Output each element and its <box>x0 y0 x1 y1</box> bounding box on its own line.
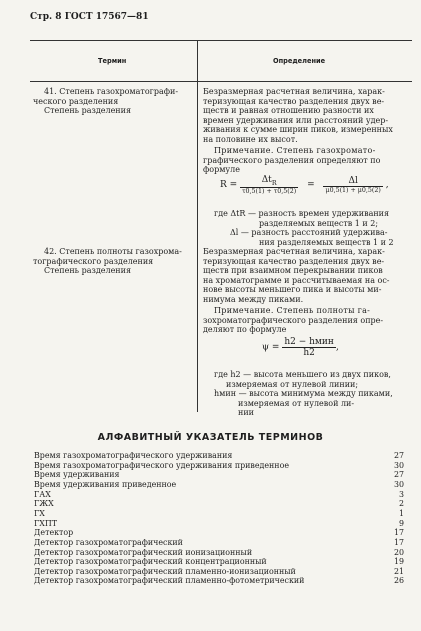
index-page: 1 <box>398 508 404 518</box>
index-page: 26 <box>393 576 404 586</box>
def-41-line-3: ществ и равная отношению разности их <box>203 106 374 115</box>
where-41-line-1: где ΔtR — разность времен удерживания <box>214 209 390 218</box>
column-header-definition: Определение <box>273 57 326 65</box>
formula-41-num1: Δt <box>261 175 272 185</box>
formula-41-eq: = <box>307 179 315 190</box>
index-page: 17 <box>393 528 404 538</box>
formula-42-tail: , <box>335 342 339 353</box>
def-41-line-2: теризующая качество разделения двух ве- <box>203 96 385 106</box>
index-term: Время удерживания приведенное <box>34 479 177 489</box>
index-row <box>34 576 404 586</box>
index-page: 9 <box>398 518 404 528</box>
index-row <box>34 461 404 471</box>
def-41-line-4: времен удерживания или расстояний удер- <box>203 115 389 125</box>
index-term: Время газохроматографического удерживания <box>34 451 233 460</box>
index-term: Детектор газохроматографический <box>34 537 183 547</box>
def-42-line-3: ществ при взаимном перекрывании пиков <box>203 266 383 275</box>
formula-42-fraction <box>282 337 336 358</box>
def-41-line-6: на половине их высот. <box>203 134 298 144</box>
term-42-line-2: тографического разделения <box>33 256 154 266</box>
term-41-line-2: ческого разделения <box>33 96 119 106</box>
def-41-line-1: Безразмерная расчетная величина, харак- <box>203 87 385 96</box>
index-row <box>34 490 404 500</box>
index-row <box>34 451 404 461</box>
index-page: 21 <box>393 566 404 576</box>
formula-41-fraction-2 <box>323 176 382 194</box>
note-42-line-1: Примечание. Степень полноты га- <box>214 306 371 315</box>
formula-41-num2: Δl <box>323 176 382 187</box>
table-column-divider <box>197 40 198 412</box>
def-41-line-5: живания к сумме ширин пиков, измеренных <box>203 125 393 134</box>
note-41-line-2: графического разделения определяют по <box>203 155 381 165</box>
term-42-line-1: 42. Степень полноты газохрома- <box>44 247 182 256</box>
index-page: 30 <box>393 479 404 489</box>
index-row <box>34 567 404 577</box>
index-term: ГХ <box>34 508 45 518</box>
index-row <box>34 538 404 548</box>
index-term: Детектор газохроматографический пламенно-ионизационный <box>34 566 296 576</box>
index-term: Детектор газохроматографический ионизационный <box>34 547 253 557</box>
def-42-line-1: Безразмерная расчетная величина, харак- <box>203 247 385 256</box>
where-42-line-3: hмин — высота минимума между пиками, <box>214 389 393 398</box>
formula-41-den1: τ0,5(1) + τ0,5(2) <box>242 187 297 195</box>
formula-41-fraction-1 <box>240 175 298 195</box>
index-term: Детектор <box>34 528 74 538</box>
note-42-line-3: деляют по формуле <box>203 325 287 334</box>
formula-42-den: h2 <box>303 348 315 358</box>
term-42-line-3: Степень разделения <box>44 266 132 275</box>
where-42-line-1: где h2 — высота меньшего из двух пиков, <box>214 370 391 379</box>
index-page: 17 <box>393 537 404 547</box>
where-41-line-2: разделяемых веществ 1 и 2; <box>259 218 379 228</box>
index-page: 20 <box>393 547 404 557</box>
index-row <box>34 548 404 558</box>
index-row <box>34 557 404 567</box>
index-row <box>34 519 404 529</box>
formula-41 <box>220 175 389 195</box>
index-row <box>34 480 404 490</box>
index-page: 27 <box>393 470 404 480</box>
term-41-line-1: 41. Степень газохроматографи- <box>44 87 179 96</box>
formula-42-lhs: ψ = <box>262 342 280 353</box>
formula-41-lhs: R = <box>220 179 238 190</box>
index-term: Время удерживания <box>34 470 120 480</box>
index-term: ГХПТ <box>34 518 57 528</box>
def-42-line-4: на хроматограмме и рассчитываемая на ос- <box>203 275 390 285</box>
index-term: Детектор газохроматографический концентрационный <box>34 557 267 567</box>
note-42-line-2: зохроматографического разделения опре- <box>203 315 384 325</box>
index-page: 2 <box>398 499 404 509</box>
formula-41-den2: μ0,5(1) + μ0,5(2) <box>325 186 381 194</box>
note-41-line-3: формуле <box>203 165 240 174</box>
table-header-rule <box>30 81 412 82</box>
table-top-rule <box>30 40 412 41</box>
index-row <box>34 528 404 538</box>
where-41-line-3: Δl — разность расстояний удержива- <box>230 228 388 237</box>
def-42-line-6: нимума между пиками. <box>203 294 304 304</box>
where-41-line-4: ния разделяемых веществ 1 и 2 <box>259 237 394 247</box>
index-row <box>34 509 404 519</box>
where-42-line-2: измеряемая от нулевой линии; <box>226 379 359 389</box>
where-42-line-4: измеряемая от нулевой ли- <box>238 398 355 408</box>
formula-41-num1-sub: R <box>271 179 277 187</box>
def-42-line-2: теризующая качество разделения двух ве- <box>203 256 385 266</box>
index-term: ГЖХ <box>34 499 54 509</box>
index-page: 3 <box>398 489 404 499</box>
index-term: ГАХ <box>34 489 51 499</box>
index-title: АЛФАВИТНЫЙ УКАЗАТЕЛЬ ТЕРМИНОВ <box>97 432 324 443</box>
column-header-term: Термин <box>98 57 127 65</box>
where-42-line-5: нии <box>238 408 254 417</box>
formula-41-tail: , <box>385 179 389 190</box>
formula-42-num: h2 − hмин <box>284 337 334 347</box>
def-42-line-5: нове высоты меньшего пика и высоты ми- <box>203 285 382 294</box>
index-term: Детектор газохроматографический пламенно-фотометрический <box>34 576 305 586</box>
index-term: Время газохроматографического удерживания приведенное <box>34 460 289 470</box>
term-41-line-3: Степень разделения <box>44 106 132 115</box>
note-41-line-1: Примечание. Степень газохромато- <box>214 146 376 155</box>
index-row <box>34 470 404 480</box>
index-page: 27 <box>393 451 404 460</box>
formula-42 <box>262 337 339 358</box>
index-row <box>34 499 404 509</box>
index-page: 30 <box>393 460 404 470</box>
page-header: Стр. 8 ГОСТ 17567—81 <box>30 12 149 22</box>
index-page: 19 <box>393 557 404 567</box>
